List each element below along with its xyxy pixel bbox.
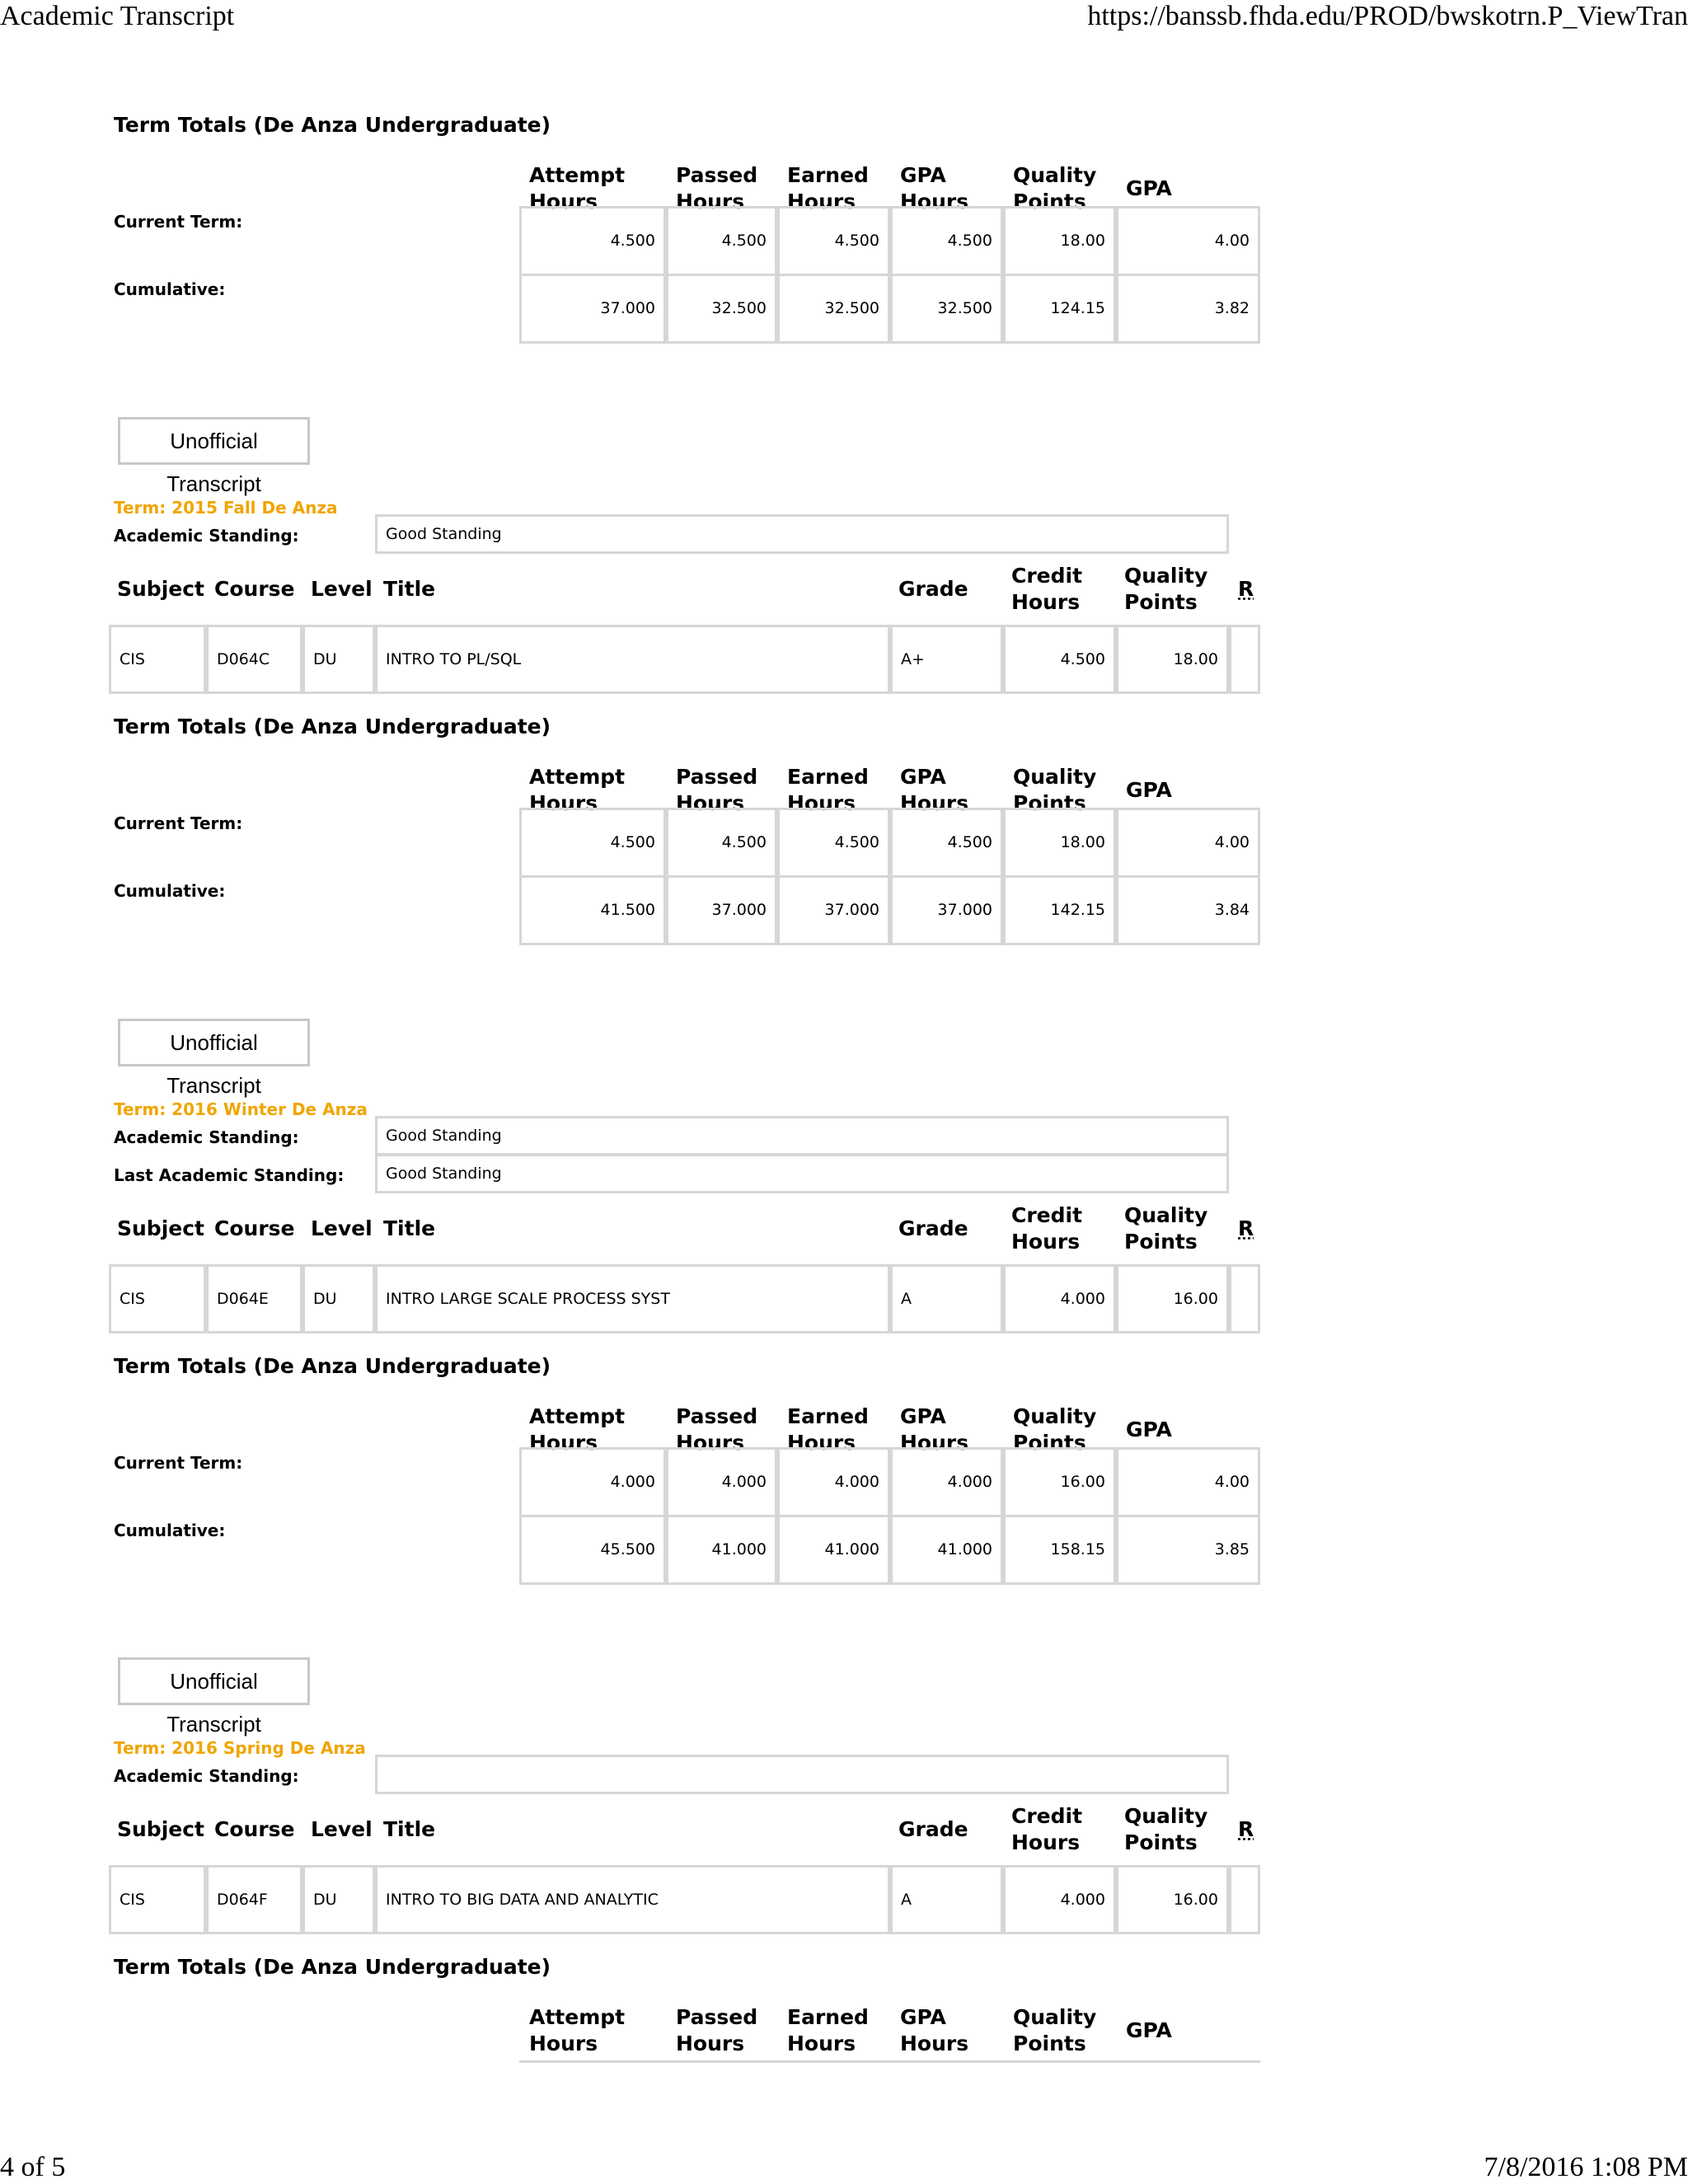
- totals-current-cell: 4.500: [890, 808, 1003, 878]
- totals-col-header-4-l2: Points: [1013, 190, 1086, 213]
- current-term-label: Current Term:: [114, 1453, 243, 1473]
- course-cell-level: DU: [302, 1264, 375, 1333]
- totals-col-header-3-l2: Hours: [900, 791, 969, 815]
- last-academic-standing-label: Last Academic Standing:: [114, 1165, 345, 1185]
- print-footer-date: 7/8/2016 1:08 PM: [1484, 2152, 1688, 2182]
- course-header-quality-l2: Points: [1124, 590, 1198, 614]
- totals-current-cell: 4.000: [890, 1447, 1003, 1517]
- term-totals-title: Term Totals (De Anza Undergraduate): [114, 1955, 551, 1979]
- course-header-credit-l1: Credit: [1011, 1203, 1083, 1227]
- course-cell-level: DU: [302, 1865, 375, 1934]
- totals-cumulative-cell: 124.15: [1003, 274, 1116, 344]
- totals-current-cell: 4.000: [666, 1447, 777, 1517]
- totals-current-cell: 16.00: [1003, 1447, 1116, 1517]
- totals-header-rule: [1116, 2060, 1260, 2063]
- totals-col-header-1-l1: Passed: [676, 2005, 758, 2029]
- totals-header-rule: [890, 2060, 1003, 2063]
- course-cell-repeat: [1229, 1264, 1260, 1333]
- course-header-title: Title: [383, 1216, 436, 1240]
- course-header-quality-l1: Quality: [1124, 1804, 1208, 1828]
- totals-current-cell: 4.500: [777, 808, 890, 878]
- course-header-level: Level: [311, 1817, 373, 1841]
- totals-col-header-3-l1: GPA: [900, 1404, 946, 1428]
- totals-col-header-1-l2: Hours: [676, 1431, 745, 1455]
- course-header-quality-l2: Points: [1124, 1230, 1198, 1254]
- totals-col-header-2-l2: Hours: [787, 190, 856, 213]
- course-header-subject: Subject: [117, 577, 204, 601]
- totals-current-cell: 4.00: [1116, 808, 1260, 878]
- totals-cumulative-cell: 3.85: [1116, 1515, 1260, 1585]
- totals-current-cell: 4.00: [1116, 206, 1260, 276]
- academic-standing-label: Academic Standing:: [114, 1127, 299, 1147]
- course-header-level: Level: [311, 1216, 373, 1240]
- unofficial-transcript-button[interactable]: Unofficial Transcript: [118, 1019, 310, 1066]
- course-header-course: Course: [214, 1216, 295, 1240]
- course-header-repeat: R: [1238, 1216, 1254, 1240]
- unofficial-transcript-button[interactable]: Unofficial Transcript: [118, 1657, 310, 1705]
- totals-current-cell: 4.500: [890, 206, 1003, 276]
- course-header-grade: Grade: [898, 1216, 968, 1240]
- course-cell-quality: 16.00: [1116, 1264, 1229, 1333]
- totals-col-header-3-l2: Hours: [900, 190, 969, 213]
- academic-standing-label: Academic Standing:: [114, 526, 299, 546]
- term-totals-title: Term Totals (De Anza Undergraduate): [114, 1354, 551, 1378]
- totals-col-header-5-l1: GPA: [1126, 176, 1172, 200]
- totals-cumulative-cell: 32.500: [777, 274, 890, 344]
- current-term-label: Current Term:: [114, 813, 243, 833]
- cumulative-label: Cumulative:: [114, 1521, 226, 1540]
- totals-cumulative-cell: 41.000: [777, 1515, 890, 1585]
- course-header-credit-l1: Credit: [1011, 564, 1083, 588]
- last-academic-standing-value: Good Standing: [375, 1154, 1229, 1193]
- unofficial-transcript-button[interactable]: Unofficial Transcript: [118, 417, 310, 465]
- totals-col-header-1-l1: Passed: [676, 163, 758, 187]
- course-header-title: Title: [383, 1817, 436, 1841]
- course-cell-repeat: [1229, 1865, 1260, 1934]
- course-header-level: Level: [311, 577, 373, 601]
- totals-col-header-0-l2: Hours: [529, 1431, 598, 1455]
- totals-col-header-3-l2: Hours: [900, 2032, 969, 2055]
- totals-cumulative-cell: 41.500: [519, 875, 666, 945]
- course-cell-course: D064E: [206, 1264, 302, 1333]
- course-header-grade: Grade: [898, 577, 968, 601]
- course-header-quality-l1: Quality: [1124, 1203, 1208, 1227]
- totals-current-cell: 4.500: [519, 808, 666, 878]
- course-header-credit-l2: Hours: [1011, 1230, 1081, 1254]
- course-cell-subject: CIS: [109, 1264, 206, 1333]
- totals-current-cell: 4.000: [777, 1447, 890, 1517]
- totals-cumulative-cell: 3.84: [1116, 875, 1260, 945]
- totals-col-header-4-l2: Points: [1013, 791, 1086, 815]
- totals-col-header-4-l1: Quality: [1013, 163, 1097, 187]
- totals-col-header-0-l1: Attempt: [529, 1404, 626, 1428]
- totals-col-header-2-l2: Hours: [787, 791, 856, 815]
- totals-col-header-3-l1: GPA: [900, 2005, 946, 2029]
- totals-col-header-4-l1: Quality: [1013, 765, 1097, 789]
- totals-col-header-0-l2: Hours: [529, 791, 598, 815]
- totals-cumulative-cell: 142.15: [1003, 875, 1116, 945]
- course-header-grade: Grade: [898, 1817, 968, 1841]
- course-header-credit-l1: Credit: [1011, 1804, 1083, 1828]
- totals-col-header-4-l1: Quality: [1013, 2005, 1097, 2029]
- course-header-course: Course: [214, 577, 295, 601]
- totals-current-cell: 4.000: [519, 1447, 666, 1517]
- totals-col-header-2-l2: Hours: [787, 1431, 856, 1455]
- totals-current-cell: 4.500: [777, 206, 890, 276]
- totals-col-header-4-l1: Quality: [1013, 1404, 1097, 1428]
- print-header-url: https://banssb.fhda.edu/PROD/bwskotrn.P_ViewTran: [1087, 1, 1688, 31]
- totals-cumulative-cell: 37.000: [666, 875, 777, 945]
- totals-col-header-2-l1: Earned: [787, 2005, 869, 2029]
- totals-col-header-5-l1: GPA: [1126, 1418, 1172, 1441]
- course-cell-title: INTRO TO BIG DATA AND ANALYTIC: [375, 1865, 890, 1934]
- academic-standing-value: [375, 1755, 1229, 1794]
- course-cell-credit: 4.500: [1003, 625, 1116, 694]
- course-header-repeat: R: [1238, 1817, 1254, 1841]
- totals-col-header-3-l1: GPA: [900, 163, 946, 187]
- cumulative-label: Cumulative:: [114, 881, 226, 901]
- totals-cumulative-cell: 32.500: [890, 274, 1003, 344]
- academic-standing-label: Academic Standing:: [114, 1766, 299, 1786]
- course-cell-subject: CIS: [109, 625, 206, 694]
- current-term-label: Current Term:: [114, 212, 243, 232]
- totals-current-cell: 18.00: [1003, 206, 1116, 276]
- totals-cumulative-cell: 41.000: [890, 1515, 1003, 1585]
- totals-col-header-3-l1: GPA: [900, 765, 946, 789]
- totals-cumulative-cell: 37.000: [890, 875, 1003, 945]
- totals-col-header-1-l2: Hours: [676, 791, 745, 815]
- course-header-quality-l1: Quality: [1124, 564, 1208, 588]
- totals-header-rule: [777, 2060, 890, 2063]
- course-cell-quality: 16.00: [1116, 1865, 1229, 1934]
- totals-col-header-2-l1: Earned: [787, 163, 869, 187]
- totals-col-header-2-l1: Earned: [787, 765, 869, 789]
- course-cell-grade: A+: [890, 625, 1003, 694]
- totals-current-cell: 4.00: [1116, 1447, 1260, 1517]
- term-title: Term: 2015 Fall De Anza: [114, 498, 338, 518]
- course-cell-credit: 4.000: [1003, 1865, 1116, 1934]
- course-cell-level: DU: [302, 625, 375, 694]
- totals-col-header-0-l2: Hours: [529, 190, 598, 213]
- print-header-title: Academic Transcript: [0, 1, 235, 31]
- totals-col-header-4-l2: Points: [1013, 2032, 1086, 2055]
- course-header-credit-l2: Hours: [1011, 1830, 1081, 1854]
- term-totals-title: Term Totals (De Anza Undergraduate): [114, 113, 551, 137]
- totals-cumulative-cell: 3.82: [1116, 274, 1260, 344]
- print-footer-page: 4 of 5: [0, 2152, 66, 2182]
- academic-standing-value: Good Standing: [375, 1116, 1229, 1155]
- totals-col-header-1-l2: Hours: [676, 190, 745, 213]
- totals-col-header-1-l1: Passed: [676, 1404, 758, 1428]
- academic-standing-value: Good Standing: [375, 514, 1229, 554]
- course-cell-course: D064C: [206, 625, 302, 694]
- totals-header-rule: [519, 2060, 666, 2063]
- totals-col-header-1-l2: Hours: [676, 2032, 745, 2055]
- totals-cumulative-cell: 37.000: [519, 274, 666, 344]
- totals-col-header-2-l2: Hours: [787, 2032, 856, 2055]
- cumulative-label: Cumulative:: [114, 279, 226, 299]
- course-cell-course: D064F: [206, 1865, 302, 1934]
- course-cell-title: INTRO LARGE SCALE PROCESS SYST: [375, 1264, 890, 1333]
- totals-header-rule: [666, 2060, 777, 2063]
- totals-col-header-0-l1: Attempt: [529, 765, 626, 789]
- course-cell-grade: A: [890, 1264, 1003, 1333]
- course-header-subject: Subject: [117, 1817, 204, 1841]
- totals-header-rule: [1003, 2060, 1116, 2063]
- course-header-repeat: R: [1238, 577, 1254, 601]
- totals-col-header-0-l1: Attempt: [529, 163, 626, 187]
- course-cell-credit: 4.000: [1003, 1264, 1116, 1333]
- totals-col-header-0-l1: Attempt: [529, 2005, 626, 2029]
- term-totals-title: Term Totals (De Anza Undergraduate): [114, 715, 551, 738]
- course-header-subject: Subject: [117, 1216, 204, 1240]
- course-header-quality-l2: Points: [1124, 1830, 1198, 1854]
- course-cell-repeat: [1229, 625, 1260, 694]
- course-cell-title: INTRO TO PL/SQL: [375, 625, 890, 694]
- course-cell-subject: CIS: [109, 1865, 206, 1934]
- totals-current-cell: 4.500: [519, 206, 666, 276]
- totals-col-header-1-l1: Passed: [676, 765, 758, 789]
- course-cell-grade: A: [890, 1865, 1003, 1934]
- totals-current-cell: 18.00: [1003, 808, 1116, 878]
- totals-current-cell: 4.500: [666, 206, 777, 276]
- totals-cumulative-cell: 32.500: [666, 274, 777, 344]
- totals-col-header-4-l2: Points: [1013, 1431, 1086, 1455]
- totals-col-header-5-l1: GPA: [1126, 778, 1172, 802]
- totals-cumulative-cell: 158.15: [1003, 1515, 1116, 1585]
- course-cell-quality: 18.00: [1116, 625, 1229, 694]
- term-title: Term: 2016 Winter De Anza: [114, 1099, 368, 1119]
- totals-cumulative-cell: 45.500: [519, 1515, 666, 1585]
- totals-current-cell: 4.500: [666, 808, 777, 878]
- totals-col-header-3-l2: Hours: [900, 1431, 969, 1455]
- totals-col-header-2-l1: Earned: [787, 1404, 869, 1428]
- course-header-credit-l2: Hours: [1011, 590, 1081, 614]
- totals-cumulative-cell: 37.000: [777, 875, 890, 945]
- totals-col-header-5-l1: GPA: [1126, 2018, 1172, 2042]
- course-header-title: Title: [383, 577, 436, 601]
- totals-cumulative-cell: 41.000: [666, 1515, 777, 1585]
- totals-col-header-0-l2: Hours: [529, 2032, 598, 2055]
- course-header-course: Course: [214, 1817, 295, 1841]
- term-title: Term: 2016 Spring De Anza: [114, 1738, 366, 1758]
